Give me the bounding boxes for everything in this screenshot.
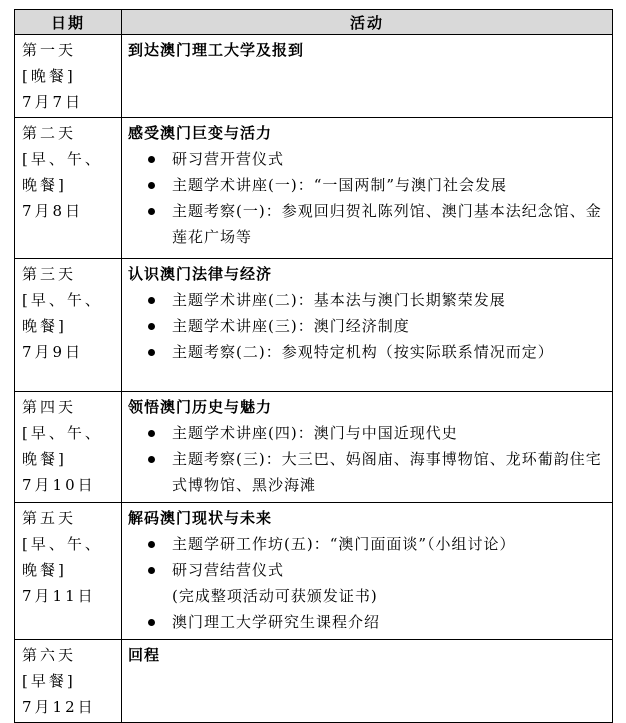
day-cell <box>15 118 122 259</box>
activity-cell <box>122 259 613 392</box>
bullet-icon <box>148 349 155 356</box>
list-item: 研习营开营仪式 <box>128 146 608 172</box>
day-cell <box>15 392 122 503</box>
meals-label: [晚餐] <box>22 67 76 85</box>
schedule-table <box>14 9 613 723</box>
table-row <box>15 118 613 259</box>
list-item: 主题学术讲座(四)：澳门与中国近现代史 <box>128 420 608 446</box>
date-column-header: 日期 <box>15 10 122 35</box>
list-item: 澳门理工大学研究生课程介绍 <box>128 609 608 635</box>
activity-cell <box>122 640 613 723</box>
day-label: 第五天 <box>22 509 77 527</box>
date-label: 7月8日 <box>22 202 84 220</box>
day-label: 第二天 <box>22 124 77 142</box>
date-label: 7月12日 <box>22 698 96 716</box>
day-cell <box>15 259 122 392</box>
activity-list <box>128 609 608 635</box>
bullet-icon <box>148 567 155 574</box>
bullet-icon <box>148 541 155 548</box>
meals-label: [早餐] <box>22 672 76 690</box>
day-label: 第四天 <box>22 398 77 416</box>
date-label: 7月10日 <box>22 476 96 494</box>
bullet-icon <box>148 323 155 330</box>
day-label: 第六天 <box>22 646 77 664</box>
meals-label: [早、午、 <box>22 535 103 553</box>
activity-cell <box>122 118 613 259</box>
list-item: 主题学术讲座(一)：“一国两制”与澳门社会发展 <box>128 172 608 198</box>
list-item: 研习营结营仪式 <box>128 557 608 583</box>
bullet-icon <box>148 456 155 463</box>
meals-label: 晚餐] <box>22 317 67 335</box>
activity-title: 回程 <box>128 646 161 664</box>
list-item: 主题考察(二)：参观特定机构（按实际联系情况而定） <box>128 339 608 365</box>
meals-label: [早、午、 <box>22 150 103 168</box>
date-label: 7月7日 <box>22 93 84 111</box>
table-row <box>15 35 613 118</box>
activity-list <box>128 287 608 365</box>
bullet-icon <box>148 297 155 304</box>
header-row <box>15 10 613 35</box>
meals-label: 晚餐] <box>22 561 67 579</box>
activity-title: 认识澳门法律与经济 <box>128 265 273 283</box>
list-item: 主题考察(一)：参观回归贺礼陈列馆、澳门基本法纪念馆、金莲花广场等 <box>128 198 608 250</box>
bullet-icon <box>148 619 155 626</box>
bullet-icon <box>148 208 155 215</box>
table-row <box>15 640 613 723</box>
activity-title: 到达澳门理工大学及报到 <box>128 41 305 59</box>
bullet-icon <box>148 156 155 163</box>
list-item: 主题学术讲座(三)：澳门经济制度 <box>128 313 608 339</box>
day-label: 第三天 <box>22 265 77 283</box>
activity-list <box>128 420 608 498</box>
activity-list <box>128 146 608 250</box>
day-label: 第一天 <box>22 41 77 59</box>
table-row <box>15 392 613 503</box>
meals-label: [早、午、 <box>22 291 103 309</box>
certificate-note: (完成整项活动可获颁发证书) <box>172 587 378 605</box>
meals-label: [早、午、 <box>22 424 103 442</box>
activity-column-header: 活动 <box>122 10 613 35</box>
activity-cell <box>122 35 613 118</box>
activity-list <box>128 531 608 583</box>
activity-title: 感受澳门巨变与活力 <box>128 124 273 142</box>
day-cell <box>15 35 122 118</box>
bullet-icon <box>148 182 155 189</box>
day-cell <box>15 503 122 640</box>
list-item: 主题学术讲座(二)：基本法与澳门长期繁荣发展 <box>128 287 608 313</box>
activity-cell <box>122 392 613 503</box>
meals-label: 晚餐] <box>22 450 67 468</box>
table-row <box>15 259 613 392</box>
bullet-icon <box>148 430 155 437</box>
list-item: 主题考察(三)：大三巴、妈阁庙、海事博物馆、龙环葡韵住宅式博物馆、黑沙海滩 <box>128 446 608 498</box>
activity-cell <box>122 503 613 640</box>
day-cell <box>15 640 122 723</box>
activity-title: 解码澳门现状与未来 <box>128 509 273 527</box>
meals-label: 晚餐] <box>22 176 67 194</box>
list-item: 主题学研工作坊(五)：“澳门面面谈”（小组讨论） <box>128 531 608 557</box>
date-label: 7月9日 <box>22 343 84 361</box>
date-label: 7月11日 <box>22 587 96 605</box>
table-row <box>15 503 613 640</box>
activity-title: 领悟澳门历史与魅力 <box>128 398 273 416</box>
